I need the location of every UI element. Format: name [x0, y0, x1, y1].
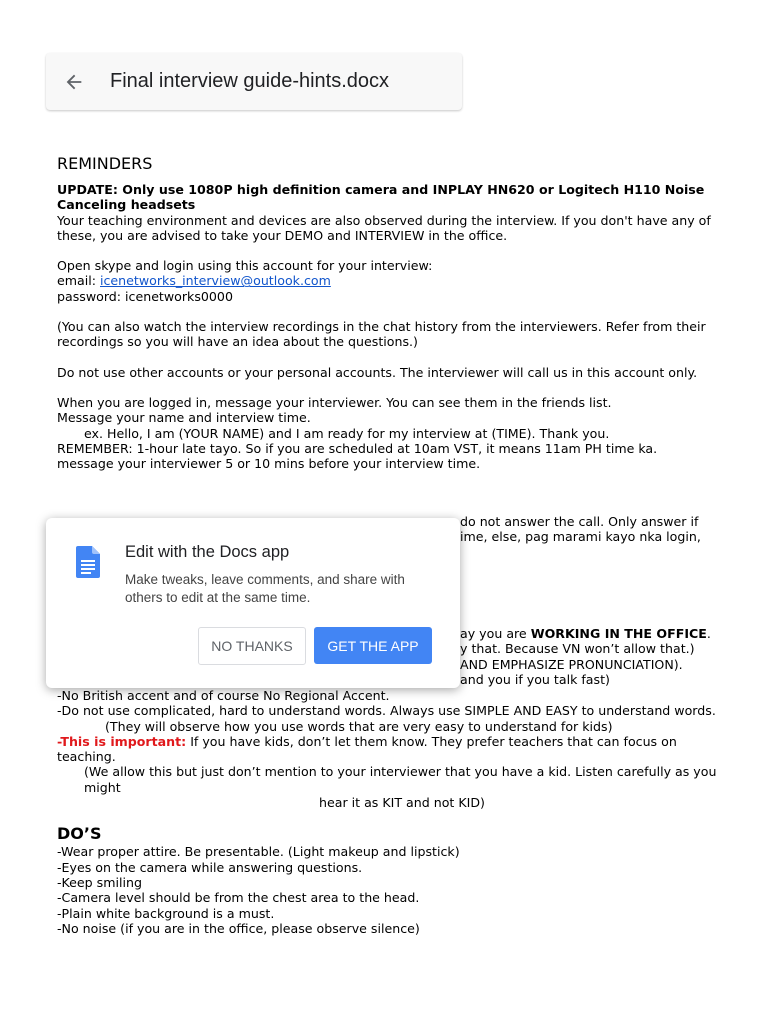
list-item: -Keep smiling — [57, 874, 142, 890]
example-line: ex. Hello, I am (YOUR NAME) and I am ready for my interview at (TIME). Thank you. — [84, 425, 610, 441]
partial-text-bold: WORKING IN THE OFFICE — [530, 626, 707, 641]
paragraph — [57, 764, 717, 795]
partial-text: AND EMPHASIZE PRONUNCIATION). — [460, 657, 683, 672]
no-thanks-button[interactable]: NO THANKS — [198, 627, 306, 665]
update-notice: UPDATE: Only use 1080P high definition camera and INPLAY HN620 or Logitech H110 Noise Canceling headsets — [57, 182, 705, 213]
email-label: email: — [57, 273, 96, 289]
paragraph: -No British accent and of course No Regional Accent. — [57, 688, 390, 703]
arrow-back-icon[interactable] — [63, 71, 85, 93]
paragraph: When you are logged in, message your interviewer. You can see them in the friends list. — [57, 394, 612, 410]
partial-text-prefix: ay you are — [460, 626, 531, 641]
dialog-body: Make tweaks, leave comments, and share with others to edit at the same time. — [125, 572, 405, 605]
partial-text-suffix: . — [706, 626, 711, 641]
document-title: Final interview guide-hints.docx — [110, 70, 390, 92]
paragraph: REMEMBER: 1-hour late tayo. So if you are scheduled at 10am VST, it means 11am PH time ka. — [57, 440, 658, 456]
dos-heading: DO’S — [57, 824, 102, 844]
edit-with-docs-dialog — [46, 518, 460, 688]
list-item: -Eyes on the camera while answering questions. — [57, 859, 363, 875]
important-line — [57, 734, 717, 765]
paragraph: hear it as KIT and not KID) — [319, 795, 485, 811]
document-body — [57, 154, 717, 471]
list-item: -Camera level should be from the chest area to the head. — [57, 890, 420, 906]
list-item: -No noise (if you are in the office, please observe silence) — [57, 920, 420, 936]
partial-text: do not answer the call. Only answer if — [460, 514, 699, 529]
partial-text: and you if you talk fast) — [460, 672, 610, 687]
dialog-title: Edit with the Docs app — [125, 543, 290, 561]
important-label: -This is important: — [57, 733, 187, 749]
toolbar — [46, 53, 462, 110]
email-link[interactable]: icenetworks_interview@outlook.com — [100, 273, 331, 289]
partial-text: ime, else, pag marami kayo nka login, — [460, 529, 701, 544]
paragraph: (You can also watch the interview recordings in the chat history from the interviewers. Refer from their recordings so you will have an idea about the questions.) — [57, 319, 706, 350]
paragraph: (They will observe how you use words that are very easy to understand for kids) — [105, 718, 613, 734]
google-docs-icon — [76, 546, 100, 578]
email-line — [57, 273, 717, 288]
paragraph: Message your name and interview time. — [57, 410, 311, 426]
allow-text: (We allow this but just don’t mention to your interviewer that you have a kid. Listen carefully as you might — [84, 764, 717, 795]
paragraph: Your teaching environment and devices are also observed during the interview. If you don't have any of these, you are advised to take your DEMO and INTERVIEW in the office. — [57, 212, 711, 243]
partial-text — [460, 626, 711, 641]
section-heading: REMINDERS — [57, 154, 153, 173]
paragraph: -Do not use complicated, hard to understand words. Always use SIMPLE AND EASY to understand words. — [57, 703, 716, 719]
document-body-lower — [57, 688, 717, 936]
get-the-app-button[interactable]: GET THE APP — [314, 627, 432, 664]
paragraph: Open skype and login using this account for your interview: — [57, 258, 433, 274]
important-text: If you have kids, don’t let them know. They prefer teachers that can focus on teaching. — [57, 733, 677, 765]
partial-text: y that. Because VN won’t allow that.) — [460, 641, 695, 656]
list-item: -Wear proper attire. Be presentable. (Light makeup and lipstick) — [57, 844, 460, 860]
password-line: password: icenetworks0000 — [57, 288, 233, 304]
paragraph: message your interviewer 5 or 10 mins before your interview time. — [57, 456, 481, 472]
list-item: -Plain white background is a must. — [57, 905, 275, 921]
paragraph: Do not use other accounts or your personal accounts. The interviewer will call us in this account only. — [57, 364, 698, 380]
